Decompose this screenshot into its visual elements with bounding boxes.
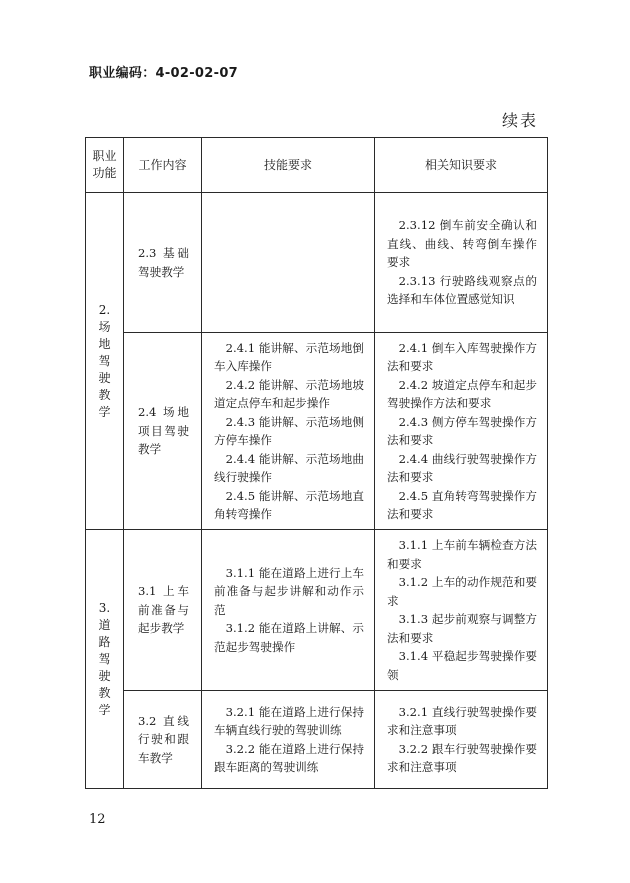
function-name: 场地驾驶教学 — [98, 319, 111, 419]
continued-label: 续表 — [501, 111, 538, 130]
skill-item: 2.4.2 能讲解、示范场地坡道定点停车和起步操作 — [214, 377, 364, 410]
header-function: 职业 功能 — [86, 138, 124, 193]
skills-cell — [202, 691, 375, 789]
skills-cell — [202, 193, 375, 333]
knowledge-item: 3.1.4 平稳起步驾驶操作要领 — [387, 649, 537, 682]
knowledge-item: 2.3.13 行驶路线观察点的选择和车体位置感觉知识 — [387, 273, 537, 307]
table-row — [86, 333, 548, 530]
table-row — [86, 530, 548, 691]
knowledge-item: 3.1.3 起步前观察与调整方法和要求 — [387, 612, 537, 645]
function-number: 3. — [98, 600, 111, 615]
knowledge-item: 2.4.4 曲线行驶驾驶操作方法和要求 — [387, 451, 537, 484]
skill-item: 2.4.1 能讲解、示范场地倒车入库操作 — [214, 340, 364, 373]
work-content: 3.2 直线行驶和跟车教学 — [124, 691, 202, 789]
header-skills: 技能要求 — [202, 138, 375, 193]
skills-cell — [202, 530, 375, 691]
skill-item: 3.1.2 能在道路上讲解、示范起步驾驶操作 — [214, 621, 364, 654]
work-content: 2.4 场地项目驾驶教学 — [124, 333, 202, 530]
skills-cell — [202, 333, 375, 530]
knowledge-item: 2.4.3 侧方停车驾驶操作方法和要求 — [387, 414, 537, 447]
knowledge-item: 3.2.1 直线行驶驾驶操作要求和注意事项 — [387, 704, 537, 737]
knowledge-item: 2.4.1 倒车入库驾驶操作方法和要求 — [387, 340, 537, 373]
knowledge-item: 2.4.5 直角转弯驾驶操作方法和要求 — [387, 488, 537, 521]
knowledge-cell — [375, 530, 548, 691]
work-content: 2.3 基础驾驶教学 — [124, 193, 202, 333]
function-cell-3 — [86, 530, 124, 789]
function-name: 道路驾驶教学 — [98, 617, 111, 717]
work-content: 3.1 上车前准备与起步教学 — [124, 530, 202, 691]
table-row — [86, 193, 548, 333]
knowledge-item: 3.2.2 跟车行驶驾驶操作要求和注意事项 — [387, 741, 537, 774]
table-row — [86, 691, 548, 789]
skill-item: 3.1.1 能在道路上进行上车前准备与起步讲解和动作示范 — [214, 565, 364, 617]
header-work: 工作内容 — [124, 138, 202, 193]
function-number: 2. — [98, 302, 111, 317]
knowledge-cell — [375, 193, 548, 333]
skill-item: 2.4.4 能讲解、示范场地曲线行驶操作 — [214, 451, 364, 484]
knowledge-item: 2.3.12 倒车前安全确认和直线、曲线、转弯倒车操作要求 — [387, 218, 537, 270]
knowledge-item: 3.1.1 上车前车辆检查方法和要求 — [387, 538, 537, 571]
skills-table — [85, 137, 548, 789]
skill-item: 2.4.5 能讲解、示范场地直角转弯操作 — [214, 488, 364, 521]
knowledge-item: 2.4.2 坡道定点停车和起步驾驶操作方法和要求 — [387, 377, 537, 410]
table-header-row — [86, 138, 548, 193]
skill-item: 3.2.2 能在道路上进行保持跟车距离的驾驶训练 — [214, 741, 364, 774]
knowledge-cell — [375, 333, 548, 530]
skill-item: 2.4.3 能讲解、示范场地侧方停车操作 — [214, 414, 364, 447]
header-knowledge: 相关知识要求 — [375, 138, 548, 193]
function-cell-2 — [86, 193, 124, 530]
occupation-code: 职业编码：4-02-02-07 — [89, 66, 239, 81]
knowledge-cell — [375, 691, 548, 789]
knowledge-item: 3.1.2 上车的动作规范和要求 — [387, 575, 537, 608]
page-number: 12 — [89, 812, 106, 827]
skill-item: 3.2.1 能在道路上进行保持车辆直线行驶的驾驶训练 — [214, 704, 364, 737]
